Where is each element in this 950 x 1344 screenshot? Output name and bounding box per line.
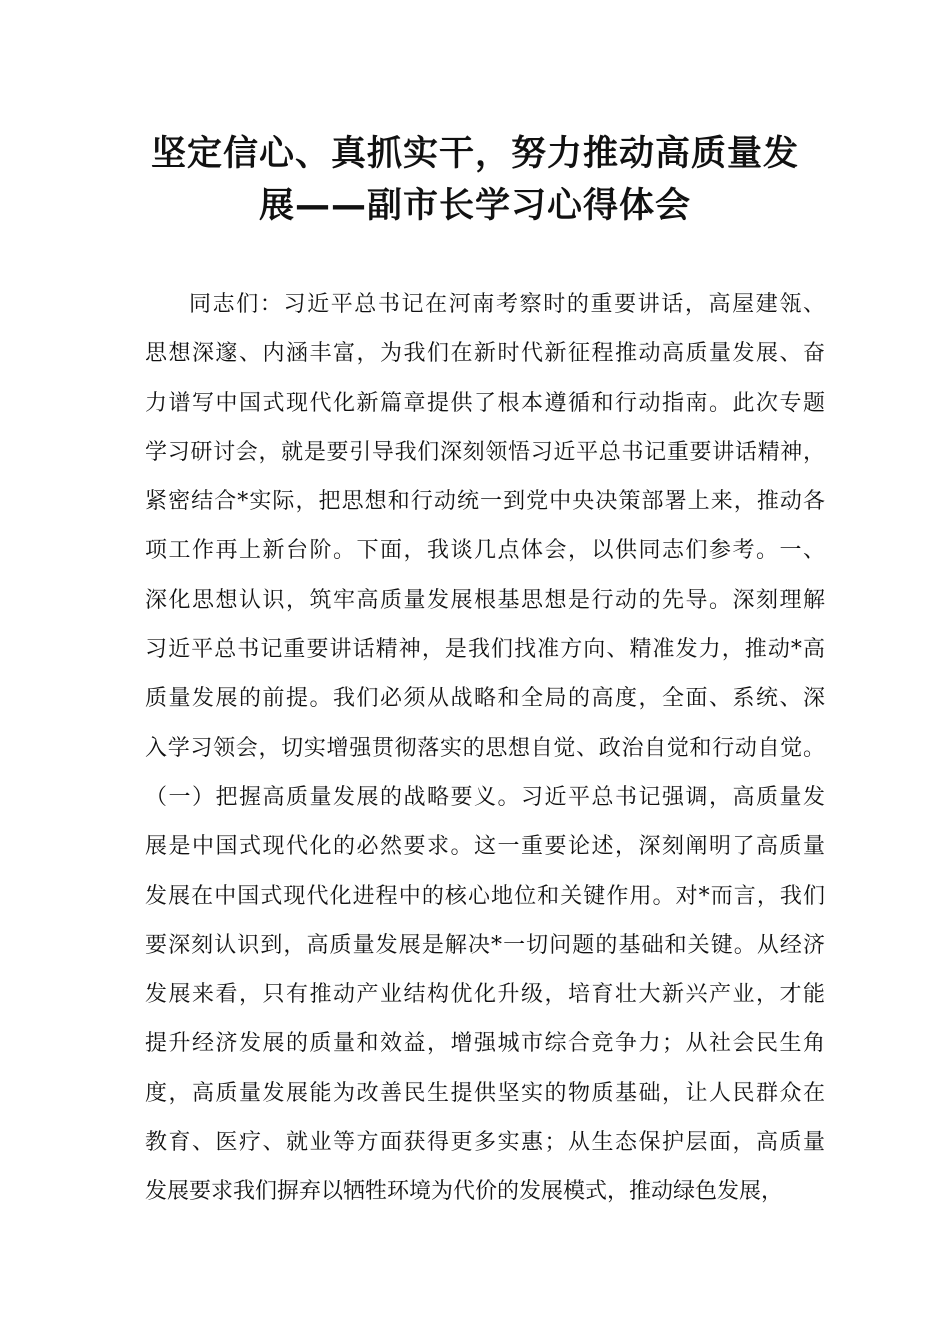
body-line: 要深刻认识到，高质量发展是解决*一切问题的基础和关键。从经济 xyxy=(145,932,825,958)
body-line: 项工作再上新台阶。下面，我谈几点体会，以供同志们参考。一、 xyxy=(145,538,825,564)
title-line-2: 展——副市长学习心得体会 xyxy=(258,186,691,226)
body-line: 教育、医疗、就业等方面获得更多实惠；从生态保护层面，高质量 xyxy=(145,1130,825,1156)
body-line: 提升经济发展的质量和效益，增强城市综合竞争力；从社会民生角 xyxy=(145,1031,825,1057)
body-line: 展是中国式现代化的必然要求。这一重要论述，深刻阐明了高质量 xyxy=(145,834,825,860)
body-line: 思想深邃、内涵丰富，为我们在新时代新征程推动高质量发展、奋 xyxy=(145,341,825,367)
body-line: 度，高质量发展能为改善民生提供坚实的物质基础，让人民群众在 xyxy=(145,1080,825,1106)
document-title xyxy=(100,128,850,232)
title-line-1: 坚定信心、真抓实干，努力推动高质量发 xyxy=(150,134,799,174)
body-line: 力谱写中国式现代化新篇章提供了根本遵循和行动指南。此次专题 xyxy=(145,390,825,416)
body-line: 发展在中国式现代化进程中的核心地位和关键作用。对*而言，我们 xyxy=(145,883,825,909)
body-line: 入学习领会，切实增强贯彻落实的思想自觉、政治自觉和行动自觉。 xyxy=(145,735,825,761)
body-line: 同志们：习近平总书记在河南考察时的重要讲话，高屋建瓴、 xyxy=(189,292,825,317)
document-body xyxy=(145,280,825,1217)
body-line: 发展要求我们摒弃以牺牲环境为代价的发展模式，推动绿色发展， xyxy=(145,1179,784,1205)
body-line: 发展来看，只有推动产业结构优化升级，培育壮大新兴产业，才能 xyxy=(145,982,825,1008)
body-line: 质量发展的前提。我们必须从战略和全局的高度，全面、系统、深 xyxy=(145,686,825,712)
body-line: 紧密结合*实际，把思想和行动统一到党中央决策部署上来，推动各 xyxy=(145,489,825,515)
body-line: 学习研讨会，就是要引导我们深刻领悟习近平总书记重要讲话精神， xyxy=(145,439,825,465)
body-line: （一）把握高质量发展的战略要义。习近平总书记强调，高质量发 xyxy=(145,784,825,810)
body-line: 深化思想认识，筑牢高质量发展根基思想是行动的先导。深刻理解 xyxy=(145,587,825,613)
body-line: 习近平总书记重要讲话精神，是我们找准方向、精准发力，推动*高 xyxy=(145,637,825,663)
